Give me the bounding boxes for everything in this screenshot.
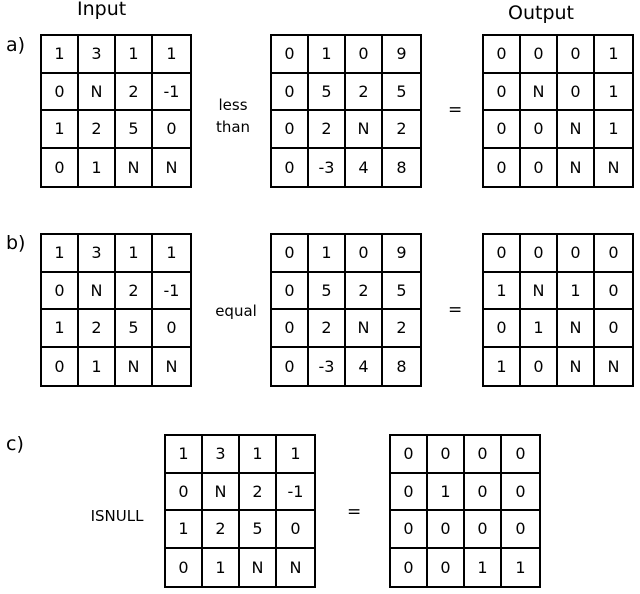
panel-b-output-grid	[482, 233, 634, 387]
matrix-cell: 1	[42, 310, 79, 348]
matrix-cell: 0	[502, 436, 539, 474]
panel-c-operator: ISNULL	[90, 507, 144, 525]
panel-c-output-grid	[389, 434, 541, 588]
matrix-cell: 1	[116, 36, 153, 74]
matrix-cell: N	[289, 557, 302, 577]
matrix-cell: 2	[346, 74, 383, 112]
matrix-cell: 0	[272, 149, 309, 187]
matrix-cell: 3	[203, 436, 240, 474]
matrix-cell: 0	[465, 511, 502, 549]
matrix-cell: 8	[396, 157, 407, 177]
matrix-cell: 2	[346, 273, 383, 311]
matrix-cell: 1	[153, 235, 190, 273]
matrix-cell: 1	[116, 235, 153, 273]
matrix-cell: 0	[391, 511, 428, 549]
matrix-cell: N	[165, 356, 178, 376]
matrix-cell: 0	[272, 235, 309, 273]
matrix-cell: 0	[521, 111, 558, 149]
panel-a-equals: =	[448, 100, 463, 120]
matrix-cell: N	[607, 356, 620, 376]
panel-a-operator: less than	[215, 96, 251, 136]
matrix-cell: 1	[42, 36, 79, 74]
matrix-cell: 2	[240, 474, 277, 512]
matrix-cell: 0	[153, 310, 190, 348]
panel-b-operand-grid	[270, 233, 422, 387]
matrix-cell: 1	[79, 149, 116, 187]
matrix-cell: 0	[484, 36, 521, 74]
matrix-cell: 0	[272, 348, 309, 386]
matrix-cell: 1	[595, 36, 632, 74]
matrix-cell: 0	[595, 235, 632, 273]
matrix-cell: 1	[79, 348, 116, 386]
matrix-cell: 0	[484, 149, 521, 187]
matrix-cell: 1	[277, 436, 314, 474]
matrix-cell: -1	[153, 273, 190, 311]
matrix-cell: 2	[116, 74, 153, 112]
matrix-cell: N	[346, 310, 383, 348]
matrix-cell: 0	[595, 310, 632, 348]
matrix-cell: N	[79, 273, 116, 311]
matrix-cell: N	[558, 149, 595, 187]
matrix-cell: 2	[309, 111, 346, 149]
matrix-cell: 2	[116, 273, 153, 311]
matrix-cell: N	[521, 74, 558, 112]
matrix-cell: N	[558, 348, 595, 386]
matrix-cell: 9	[383, 235, 420, 273]
panel-a-operand-grid	[270, 34, 422, 188]
panel-b-equals: =	[448, 300, 463, 320]
input-header: Input	[77, 0, 127, 20]
matrix-cell: N	[558, 310, 595, 348]
matrix-cell: 0	[595, 273, 632, 311]
matrix-cell: 5	[383, 273, 420, 311]
matrix-cell: 0	[428, 511, 465, 549]
matrix-cell: N	[607, 157, 620, 177]
matrix-cell: 0	[277, 511, 314, 549]
matrix-cell: 1	[595, 111, 632, 149]
panel-a-label: a)	[6, 34, 26, 56]
matrix-cell: 0	[465, 474, 502, 512]
matrix-cell: 2	[309, 310, 346, 348]
matrix-cell: 1	[484, 273, 521, 311]
matrix-cell: 0	[166, 474, 203, 512]
matrix-cell: 1	[465, 549, 502, 587]
matrix-cell: 1	[515, 557, 526, 577]
matrix-cell: 1	[166, 511, 203, 549]
matrix-cell: 0	[484, 235, 521, 273]
matrix-cell: 5	[116, 310, 153, 348]
matrix-cell: 8	[396, 356, 407, 376]
matrix-cell: 0	[42, 273, 79, 311]
matrix-cell: 0	[346, 36, 383, 74]
matrix-cell: N	[521, 273, 558, 311]
matrix-cell: 1	[203, 549, 240, 587]
matrix-cell: 5	[309, 74, 346, 112]
matrix-cell: 1	[484, 348, 521, 386]
matrix-cell: 4	[346, 348, 383, 386]
matrix-cell: 0	[346, 235, 383, 273]
matrix-cell: 0	[484, 74, 521, 112]
matrix-cell: 0	[484, 310, 521, 348]
matrix-cell: N	[165, 157, 178, 177]
matrix-cell: 2	[383, 111, 420, 149]
panel-b-operator: equal	[215, 302, 257, 320]
matrix-cell: 0	[558, 74, 595, 112]
panel-a-output-grid	[482, 34, 634, 188]
matrix-cell: 0	[465, 436, 502, 474]
matrix-cell: 0	[272, 111, 309, 149]
matrix-cell: 4	[346, 149, 383, 187]
matrix-cell: 0	[42, 74, 79, 112]
matrix-cell: N	[116, 149, 153, 187]
matrix-cell: -1	[153, 74, 190, 112]
matrix-cell: 2	[79, 111, 116, 149]
matrix-cell: 0	[272, 310, 309, 348]
matrix-cell: 1	[240, 436, 277, 474]
matrix-cell: 5	[116, 111, 153, 149]
matrix-cell: 0	[428, 549, 465, 587]
matrix-cell: 3	[79, 36, 116, 74]
matrix-cell: 0	[521, 348, 558, 386]
matrix-cell: 9	[383, 36, 420, 74]
matrix-cell: 0	[558, 36, 595, 74]
matrix-cell: -1	[277, 474, 314, 512]
matrix-cell: 5	[383, 74, 420, 112]
matrix-cell: 0	[272, 74, 309, 112]
matrix-cell: 0	[153, 111, 190, 149]
matrix-cell: 1	[309, 36, 346, 74]
matrix-cell: N	[116, 348, 153, 386]
matrix-cell: 1	[42, 235, 79, 273]
matrix-cell: 1	[166, 436, 203, 474]
matrix-cell: 5	[309, 273, 346, 311]
matrix-cell: 2	[383, 310, 420, 348]
matrix-cell: N	[558, 111, 595, 149]
matrix-cell: 2	[79, 310, 116, 348]
matrix-cell: 0	[521, 235, 558, 273]
matrix-cell: 1	[521, 310, 558, 348]
matrix-cell: N	[203, 474, 240, 512]
matrix-cell: 1	[42, 111, 79, 149]
matrix-cell: -3	[309, 348, 346, 386]
matrix-cell: 0	[391, 474, 428, 512]
matrix-cell: 1	[153, 36, 190, 74]
matrix-cell: 0	[42, 348, 79, 386]
matrix-cell: 0	[428, 436, 465, 474]
output-header: Output	[508, 2, 574, 24]
matrix-cell: 0	[502, 511, 539, 549]
matrix-cell: 0	[272, 36, 309, 74]
panel-b-label: b)	[6, 232, 26, 254]
matrix-cell: 0	[391, 549, 428, 587]
matrix-cell: N	[346, 111, 383, 149]
matrix-cell: 3	[79, 235, 116, 273]
panel-c-equals: =	[347, 502, 362, 522]
matrix-cell: 1	[558, 273, 595, 311]
matrix-cell: 0	[42, 149, 79, 187]
matrix-cell: 0	[521, 36, 558, 74]
matrix-cell: 1	[595, 74, 632, 112]
matrix-cell: N	[240, 549, 277, 587]
matrix-cell: 2	[203, 511, 240, 549]
panel-b-input-grid	[40, 233, 192, 387]
matrix-cell: 0	[502, 474, 539, 512]
matrix-cell: N	[79, 74, 116, 112]
matrix-cell: -3	[309, 149, 346, 187]
matrix-cell: 0	[272, 273, 309, 311]
matrix-cell: 0	[166, 549, 203, 587]
panel-c-input-grid	[164, 434, 316, 588]
matrix-cell: 5	[240, 511, 277, 549]
matrix-cell: 0	[484, 111, 521, 149]
matrix-cell: 1	[309, 235, 346, 273]
panel-a-input-grid	[40, 34, 192, 188]
matrix-cell: 0	[558, 235, 595, 273]
matrix-cell: 1	[428, 474, 465, 512]
panel-c-label: c)	[6, 433, 24, 455]
matrix-cell: 0	[521, 149, 558, 187]
matrix-cell: 0	[391, 436, 428, 474]
